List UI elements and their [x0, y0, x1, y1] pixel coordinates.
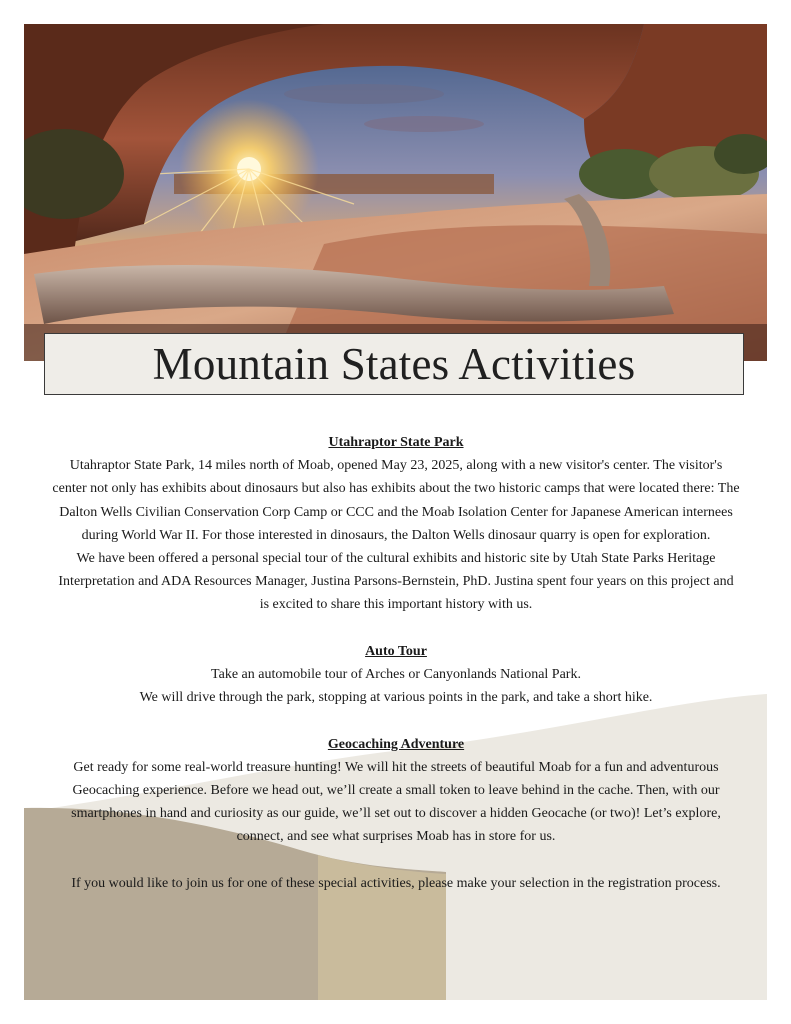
section-auto-tour [52, 640, 740, 710]
section-utahraptor [52, 431, 740, 617]
section-paragraph: Take an automobile tour of Arches or Canyonlands National Park. [211, 667, 581, 683]
section-paragraph: Get ready for some real-world treasure hunting! We will hit the streets of beautiful Moab for a fun and adventurous Geocaching experience. Before we head out, we’ll create a small token to leave behind in the cache. Then, with our smartphones in hand and curiosity as our guide, we’ll set out to discover a hidden Geocache (or two)! Let’s explore, connect, and see what surprises Moab has in store for us. [71, 759, 721, 845]
section-heading: Utahraptor State Park [328, 435, 464, 450]
section-paragraph: We have been offered a personal special tour of the cultural exhibits and historic site by Utah State Parks Heritage Interpretation and ADA Resources Manager, Justina Parsons-Bernstein, PhD. Justina spent four years on this project and is excited to share this important history with us. [58, 551, 734, 613]
section-paragraph: We will drive through the park, stopping at various points in the park, and take a short hike. [139, 690, 653, 706]
title-banner [44, 333, 744, 395]
section-heading: Auto Tour [365, 643, 427, 659]
closing-text: If you would like to join us for one of these special activities, please make your selection in the registration process. [71, 875, 721, 891]
section-heading: Geocaching Adventure [327, 736, 465, 752]
section-geocaching [52, 733, 740, 849]
arch-sunset-photo [24, 24, 767, 361]
activities-content [52, 431, 740, 895]
section-paragraph: Utahraptor State Park, 14 miles north of Moab, opened May 23, 2025, along with a new visitor's center. The visitor's center not only has exhibits about dinosaurs but also has exhibits about the two historic camps that were located there: The Dalton Wells Civilian Conservation Corp Camp or CCC and the Moab Isolation Center for Japanese American internees during World War II. For those interested in dinosaurs, the Dalton Wells dinosaur quarry is open for exploration. [52, 458, 740, 543]
page-title: Mountain States Activities [152, 339, 636, 389]
